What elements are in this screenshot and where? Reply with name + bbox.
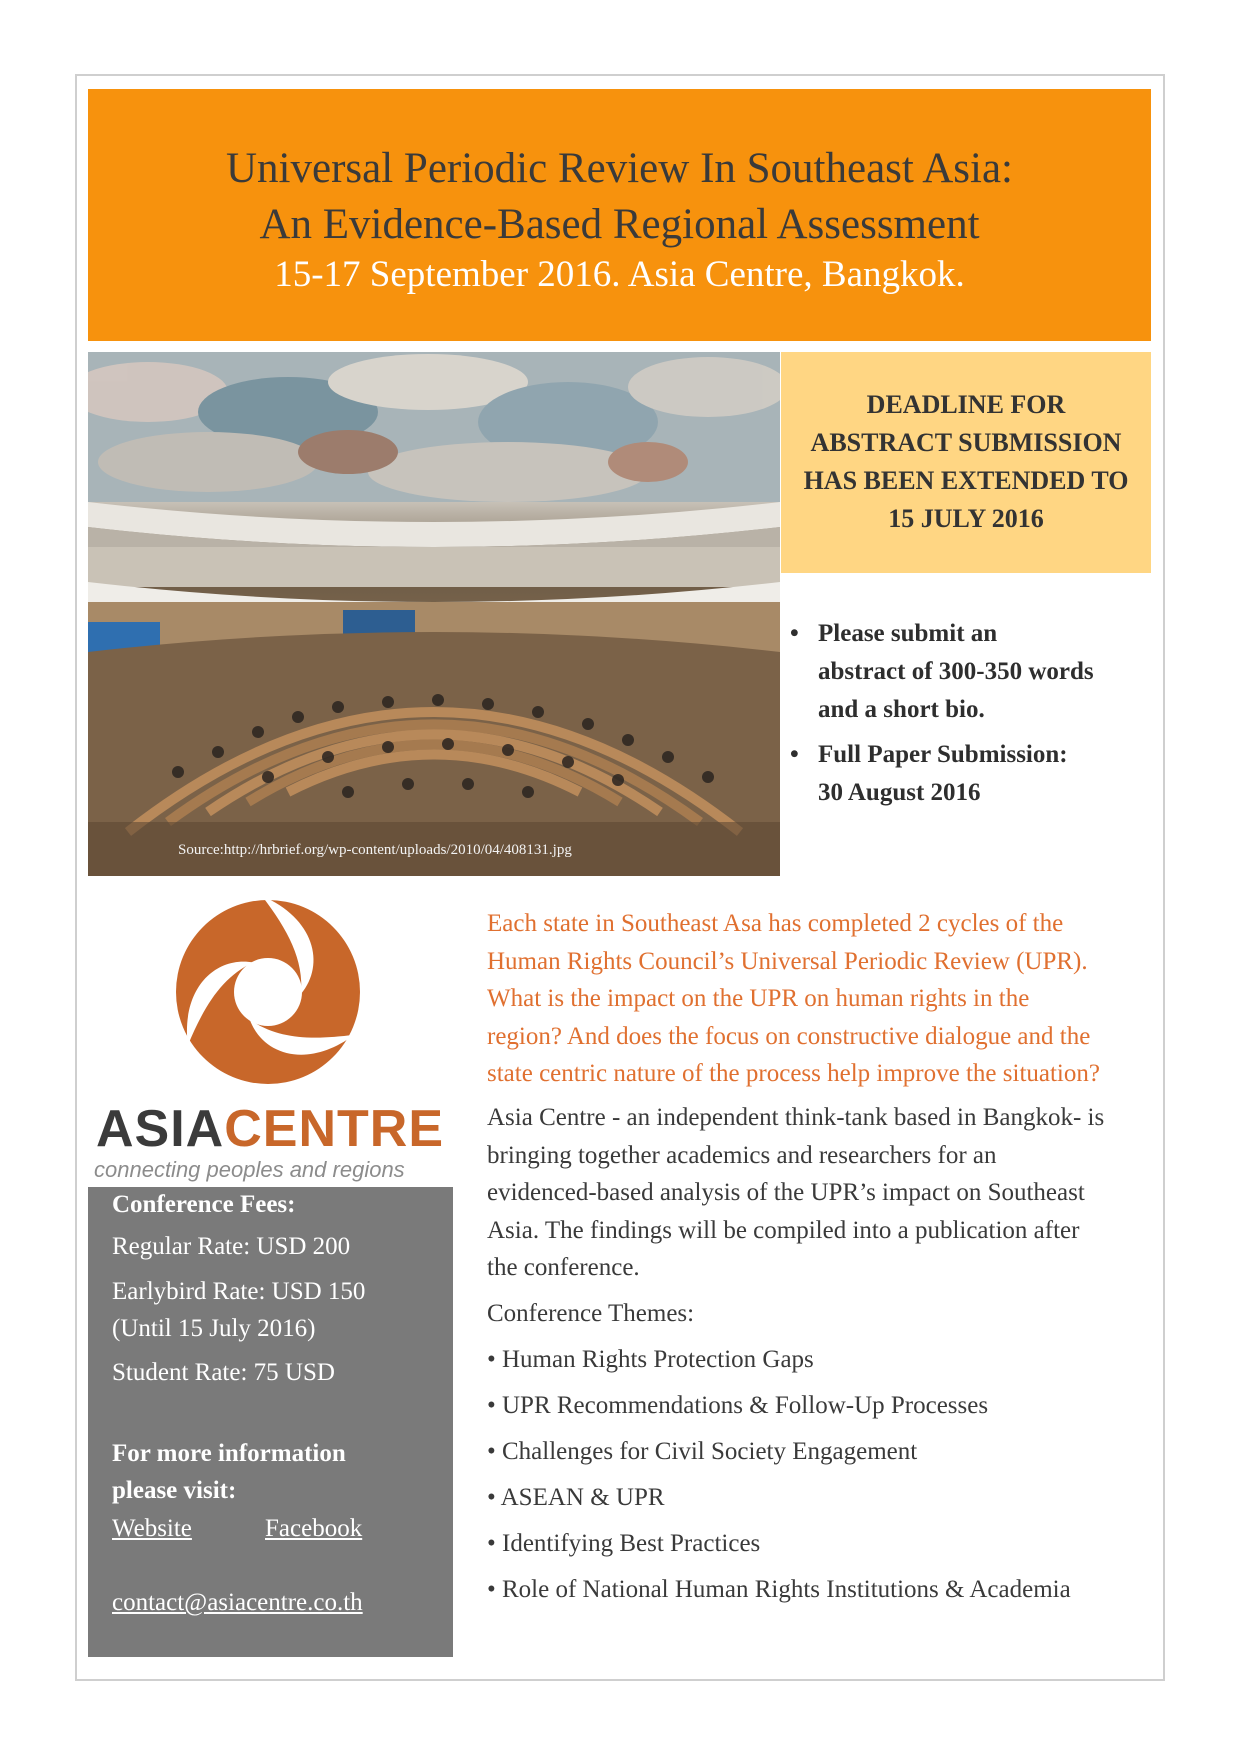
- intro-line: What is the impact on the UPR on human rights in the: [487, 985, 1030, 1012]
- regular-rate: Regular Rate: USD 200: [112, 1233, 351, 1260]
- fees-title: Conference Fees:: [112, 1191, 296, 1218]
- theme-item: • Role of National Human Rights Institutions & Academia: [487, 1576, 1071, 1603]
- logo-wordmark-centre: CENTRE: [224, 1100, 445, 1158]
- asia-centre-logo: [88, 887, 450, 1187]
- student-rate: Student Rate: 75 USD: [112, 1359, 335, 1386]
- paragraph-line: Asia Centre - an independent think-tank based in Bangkok- is: [487, 1104, 1105, 1131]
- submission-text: Full Paper Submission:: [818, 741, 1068, 768]
- intro-line: Human Rights Council’s Universal Periodic Review (UPR).: [487, 947, 1088, 975]
- assembly-hall-illustration: [88, 352, 780, 876]
- deadline-line-4: 15 JULY 2016: [888, 504, 1044, 533]
- paragraph-line: bringing together academics and researchers for an: [487, 1141, 997, 1169]
- info-title-line-1: For more information: [112, 1440, 346, 1467]
- paragraph-line: the conference.: [487, 1254, 640, 1281]
- info-title-line-2: please visit:: [112, 1477, 237, 1504]
- intro-line: region? And does the focus on constructive dialogue and the: [487, 1022, 1091, 1050]
- paragraph-line: evidenced-based analysis of the UPR’s impact on Southeast: [487, 1179, 1085, 1206]
- bullet-icon: •: [790, 741, 799, 768]
- themes-title: Conference Themes:: [487, 1300, 695, 1327]
- earlybird-note: (Until 15 July 2016): [112, 1315, 316, 1342]
- theme-item: • Human Rights Protection Gaps: [487, 1346, 814, 1373]
- bullet-icon: •: [790, 620, 799, 647]
- intro-text: [487, 905, 1167, 1093]
- event-date-location: 15-17 September 2016. Asia Centre, Bangkok.: [274, 254, 965, 295]
- assembly-hall-photo: [88, 352, 780, 876]
- facebook-link[interactable]: Facebook: [265, 1515, 363, 1542]
- theme-item: • ASEAN & UPR: [487, 1484, 665, 1511]
- deadline-line-3: HAS BEEN EXTENDED TO: [803, 466, 1129, 495]
- submission-text: abstract of 300-350 words: [818, 658, 1094, 685]
- themes-list: [487, 1342, 1167, 1618]
- deadline-line-1: DEADLINE FOR: [866, 390, 1066, 419]
- fees-sidebar: [88, 1187, 453, 1657]
- submission-text: Please submit an: [818, 620, 998, 647]
- list-item: [785, 615, 1145, 729]
- submission-text: and a short bio.: [818, 696, 985, 723]
- earlybird-rate: Earlybird Rate: USD 150: [112, 1278, 366, 1305]
- header-banner: [88, 89, 1151, 341]
- title-line-1: Universal Periodic Review In Southeast Asia:: [226, 145, 1013, 192]
- submission-text: 30 August 2016: [818, 779, 981, 806]
- swirl-logo-icon: [88, 887, 450, 1102]
- deadline-box: [781, 352, 1151, 573]
- description-paragraph: [487, 1099, 1167, 1287]
- photo-source-caption: Source:http://hrbrief.org/wp-content/uploads/2010/04/408131.jpg: [178, 842, 572, 858]
- logo-wordmark-asia: ASIA: [96, 1100, 225, 1158]
- intro-line: state centric nature of the process help improve the situation?: [487, 1060, 1100, 1087]
- theme-item: • Identifying Best Practices: [487, 1530, 761, 1557]
- contact-email-link[interactable]: contact@asiacentre.co.th: [112, 1589, 363, 1616]
- theme-item: • UPR Recommendations & Follow-Up Processes: [487, 1392, 989, 1419]
- list-item: [785, 736, 1145, 812]
- logo-wordmark: [96, 1099, 444, 1159]
- deadline-line-2: ABSTRACT SUBMISSION: [810, 428, 1122, 457]
- submission-list: [785, 615, 1145, 819]
- intro-line: Each state in Southeast Asa has completed 2 cycles of the: [487, 910, 1064, 937]
- title-line-2: An Evidence-Based Regional Assessment: [259, 201, 980, 248]
- logo-tagline: connecting peoples and regions: [94, 1157, 405, 1182]
- website-link[interactable]: Website: [112, 1515, 192, 1542]
- paragraph-line: Asia. The findings will be compiled into a publication after: [487, 1216, 1080, 1244]
- theme-item: • Challenges for Civil Society Engagement: [487, 1438, 918, 1465]
